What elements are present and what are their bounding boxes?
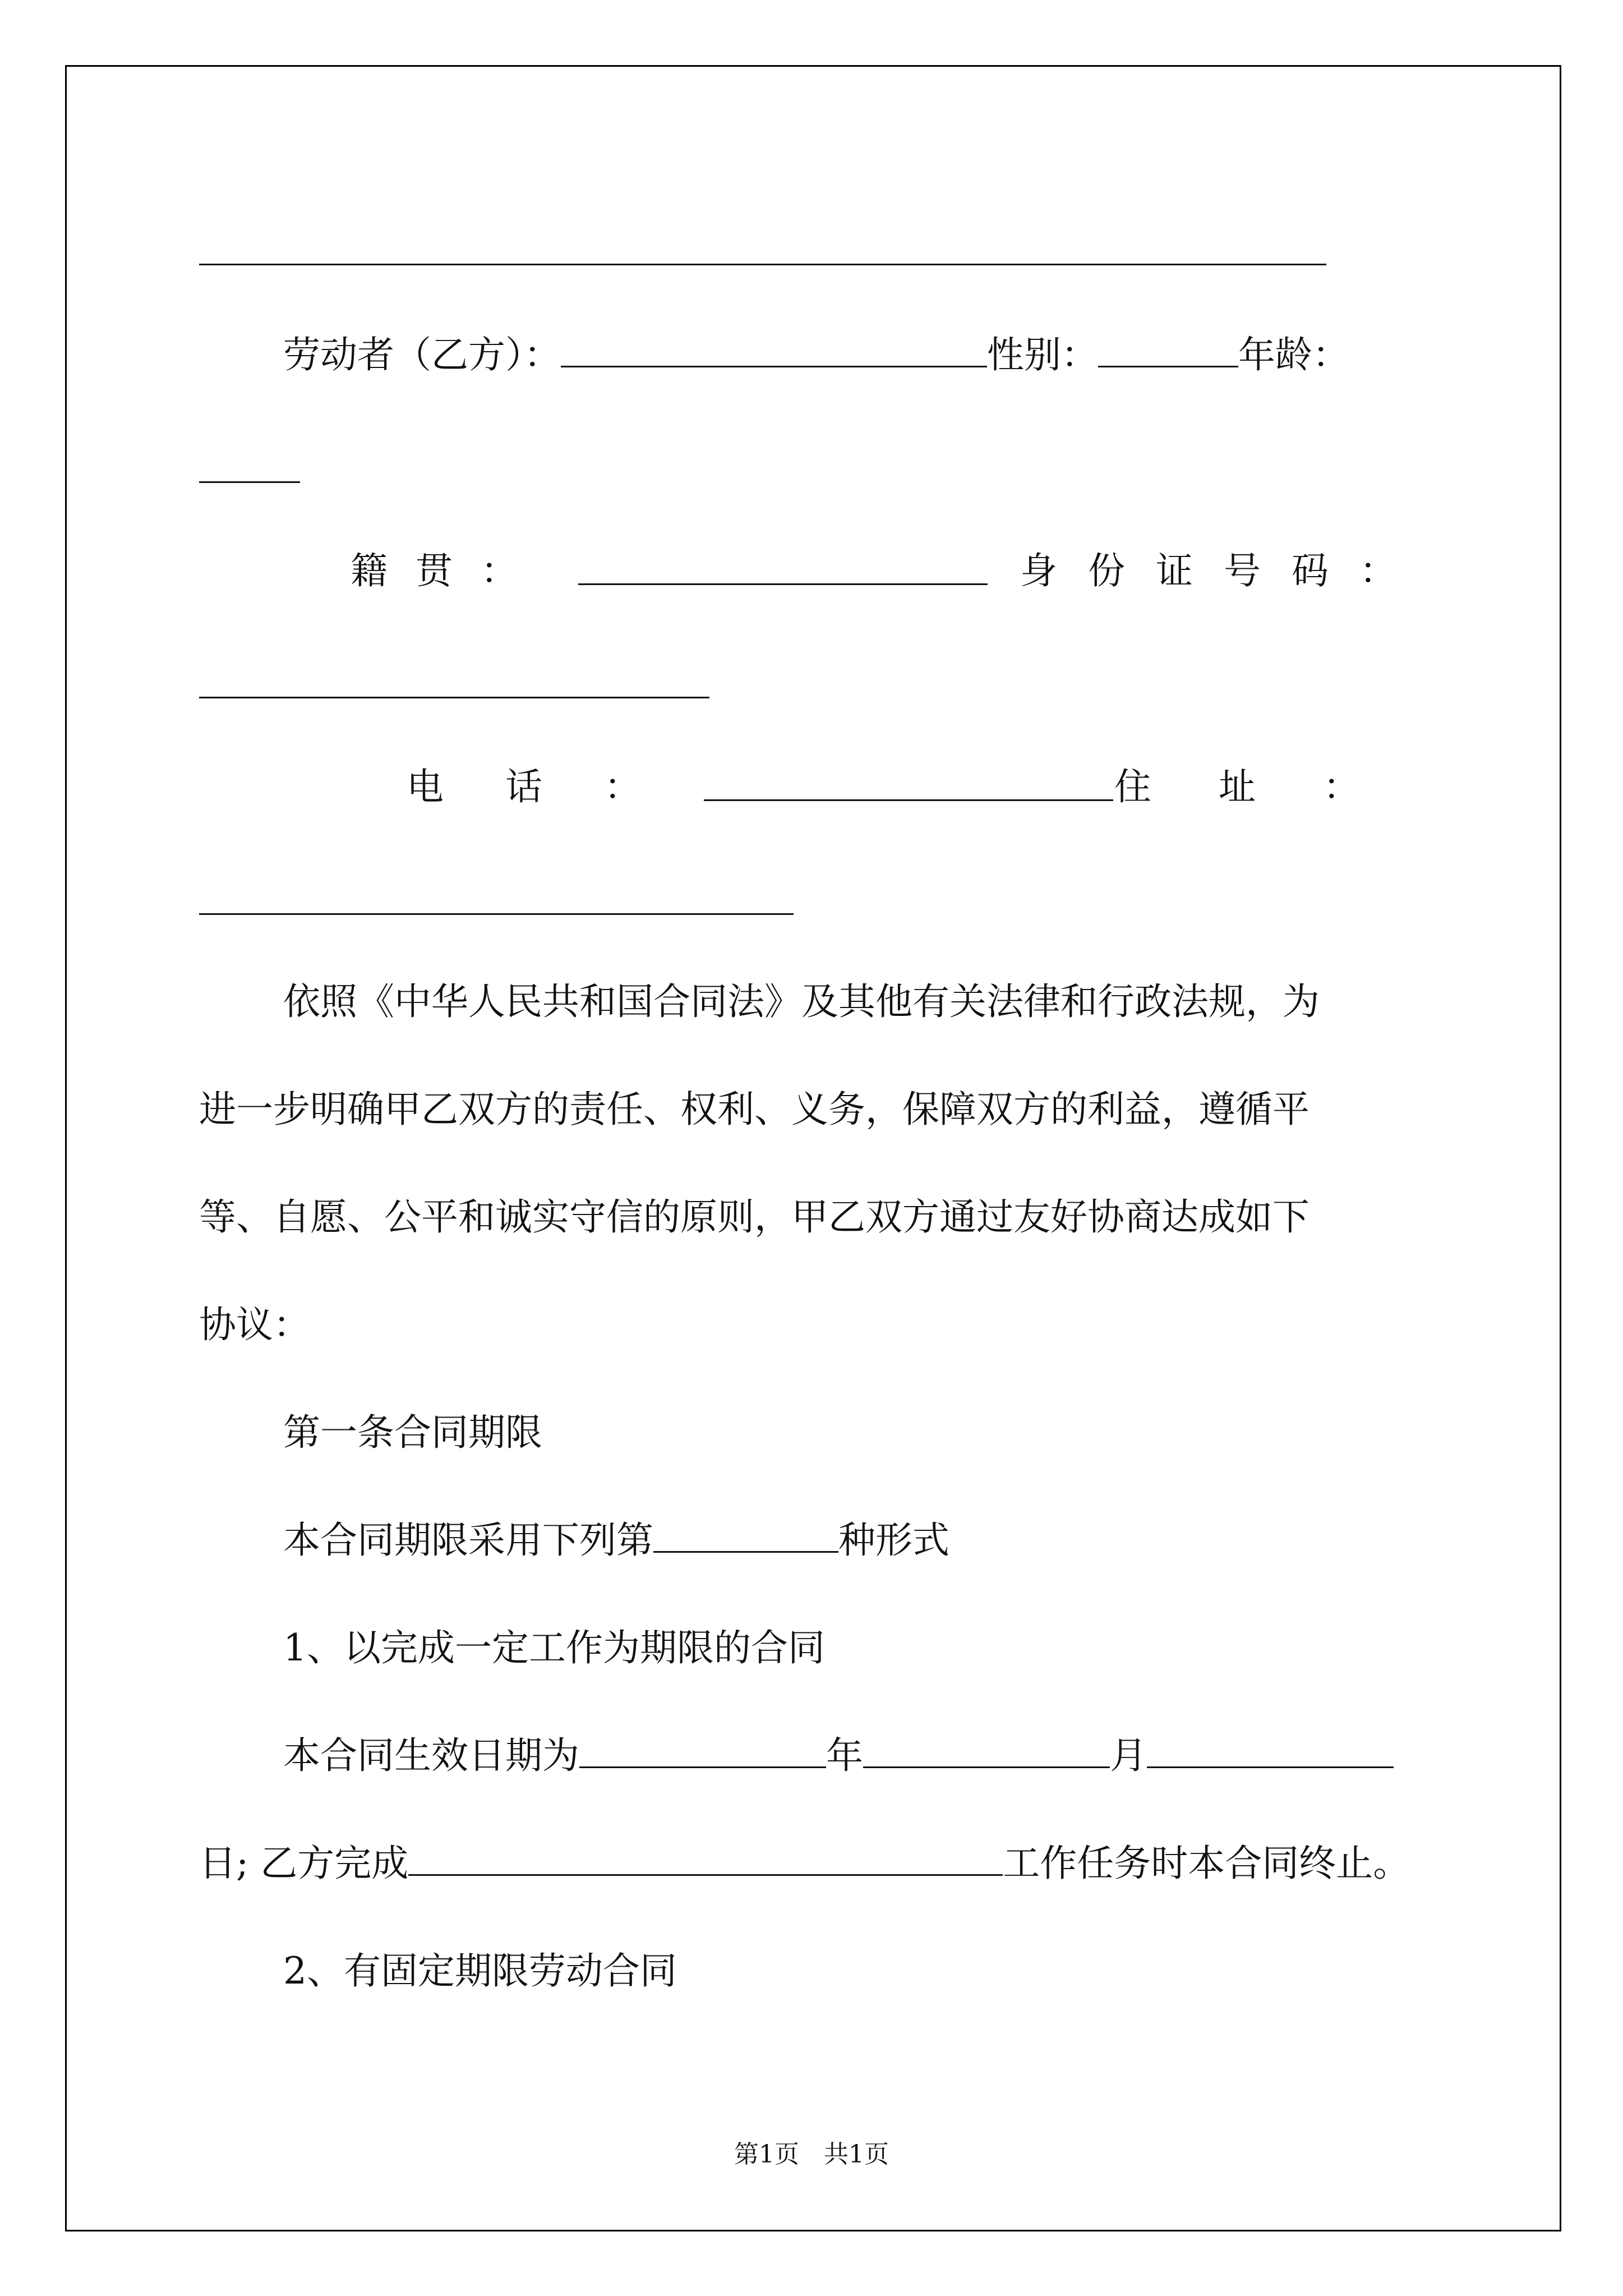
form-prefix: 本合同期限采用下列第 [283, 1519, 653, 1562]
article1-form-line [283, 1519, 949, 1562]
article1-item2: 2、有固定期限劳动合同 [283, 1949, 677, 1993]
month-label: 月 [1110, 1734, 1147, 1777]
preamble-line-3: 等、自愿、公平和诚实守信的原则，甲乙双方通过友好协商达成如下 [199, 1195, 1310, 1239]
form-suffix: 种形式 [838, 1519, 949, 1562]
completion-line [199, 1842, 1410, 1885]
age-blank[interactable] [199, 481, 300, 483]
gender-blank[interactable] [1098, 364, 1238, 367]
address-label: 住址： [1114, 765, 1427, 808]
page-border [65, 65, 1561, 2231]
article1-item1: 1、以完成一定工作为期限的合同 [283, 1626, 825, 1669]
task-blank[interactable] [408, 1872, 1003, 1876]
day-prefix: 日; 乙方完成 [199, 1842, 409, 1885]
effective-prefix: 本合同生效日期为 [283, 1734, 579, 1777]
origin-label: 籍贯： [351, 549, 546, 592]
worker-line [283, 333, 1349, 376]
age-label: 年龄： [1238, 333, 1349, 376]
page-footer: 第1页 共1页 [734, 2140, 889, 2169]
preamble-line-4: 协议： [199, 1303, 310, 1346]
effective-date-line [283, 1734, 1394, 1777]
day-blank[interactable] [1147, 1764, 1394, 1768]
origin-id-line [351, 549, 1427, 592]
day-suffix: 工作任务时本合同终止。 [1003, 1842, 1410, 1885]
origin-blank[interactable] [578, 581, 988, 585]
phone-address-line [407, 765, 1427, 808]
form-number-blank[interactable] [653, 1549, 838, 1553]
address-blank[interactable] [199, 913, 794, 915]
gender-label: 性别： [987, 333, 1098, 376]
phone-label: 电话： [407, 765, 703, 808]
id-label: 身份证号码： [1020, 549, 1427, 592]
phone-blank[interactable] [704, 797, 1113, 801]
article1-title: 第一条合同期限 [283, 1411, 542, 1454]
preamble-line-1: 依照《中华人民共和国合同法》及其他有关法律和行政法规，为 [283, 980, 1320, 1023]
id-number-blank[interactable] [199, 697, 709, 698]
preamble-line-2: 进一步明确甲乙双方的责任、权利、义务，保障双方的利益，遵循平 [199, 1088, 1310, 1131]
month-blank[interactable] [863, 1764, 1110, 1768]
year-blank[interactable] [579, 1764, 826, 1768]
worker-name-blank[interactable] [561, 364, 987, 367]
year-label: 年 [826, 1734, 863, 1777]
worker-label: 劳动者（乙方）： [283, 333, 561, 376]
top-blank-line [199, 264, 1326, 265]
